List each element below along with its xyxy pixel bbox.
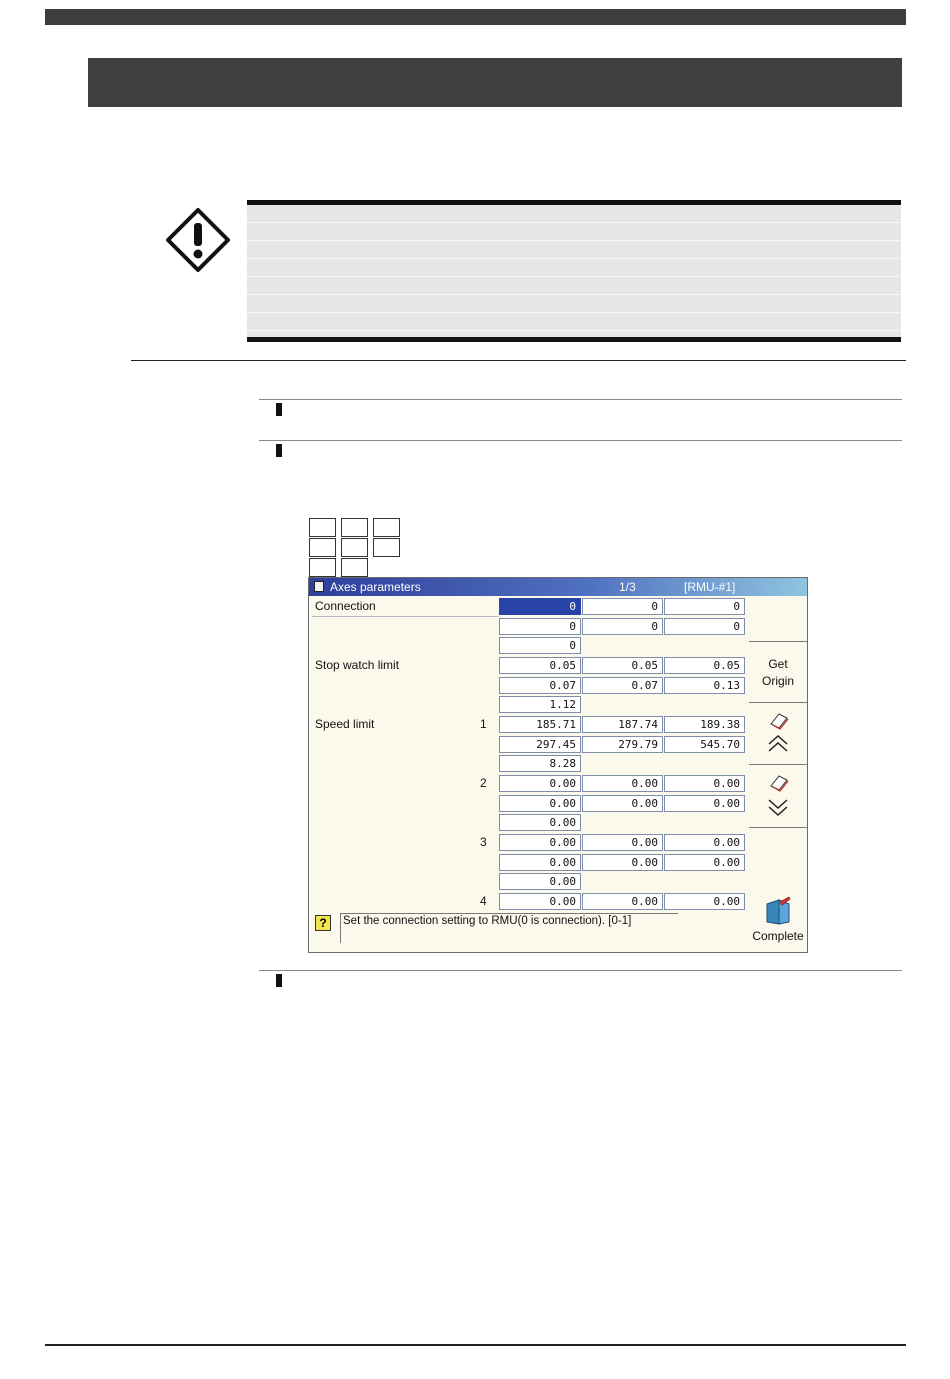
stop-watch-value-cell[interactable]: 0.05 — [582, 657, 663, 674]
section-separator — [131, 360, 906, 361]
value-cell[interactable]: 279.79 — [582, 736, 663, 753]
value-cell[interactable]: 8.28 — [499, 755, 581, 772]
warning-box — [247, 200, 901, 342]
axes-parameters-screen — [308, 577, 808, 953]
complete-button[interactable] — [749, 896, 807, 943]
value-cell[interactable]: 0.00 — [499, 854, 581, 871]
page-indicator: 1/3 — [619, 580, 636, 594]
complete-label: Complete — [752, 929, 804, 943]
side-separator — [749, 702, 807, 703]
title-bar — [309, 578, 807, 596]
connection-value-cell[interactable]: 0 — [582, 598, 663, 615]
page-bottom-line — [45, 1344, 906, 1346]
value-cell[interactable]: 0.00 — [582, 854, 663, 871]
value-cell[interactable]: 0.00 — [664, 854, 745, 871]
key-box — [341, 558, 368, 577]
value-cell[interactable]: 0.07 — [499, 677, 581, 694]
unit-indicator: [RMU-#1] — [684, 580, 736, 594]
connection-underline — [312, 616, 499, 617]
group-number-1: 1 — [480, 717, 487, 731]
complete-icon — [749, 896, 807, 926]
value-cell[interactable]: 0.00 — [499, 775, 581, 792]
key-box — [309, 558, 336, 577]
value-cell[interactable]: 0.00 — [582, 775, 663, 792]
speed-limit-label: Speed limit — [315, 717, 375, 731]
value-cell[interactable]: 1.12 — [499, 696, 581, 713]
window-title: Axes parameters — [330, 580, 421, 594]
step-separator-3 — [259, 970, 902, 971]
value-cell[interactable]: 0 — [499, 637, 581, 654]
value-cell[interactable]: 0.13 — [664, 677, 745, 694]
value-cell[interactable]: 0 — [664, 618, 745, 635]
get-origin-label: Origin — [761, 674, 794, 688]
value-cell[interactable]: 0.07 — [582, 677, 663, 694]
page-up-icon — [749, 708, 807, 760]
page-top-bar — [45, 9, 906, 25]
group-number-3: 3 — [480, 835, 487, 849]
value-cell[interactable]: 0.00 — [499, 834, 581, 851]
step-separator-1 — [259, 399, 902, 400]
value-cell[interactable]: 0.00 — [664, 834, 745, 851]
section-heading-band — [88, 58, 902, 107]
value-cell[interactable]: 0 — [582, 618, 663, 635]
connection-label: Connection — [315, 599, 376, 613]
page-up-button[interactable] — [749, 708, 807, 760]
key-box — [373, 538, 400, 557]
value-cell[interactable]: 0.00 — [582, 893, 663, 910]
stop-watch-limit-label: Stop watch limit — [315, 658, 400, 672]
value-cell[interactable]: 0.00 — [582, 834, 663, 851]
key-box — [373, 518, 400, 537]
value-cell[interactable]: 0.00 — [664, 775, 745, 792]
group-number-2: 2 — [480, 776, 487, 790]
speed-limit-value-cell[interactable]: 187.74 — [582, 716, 663, 733]
key-box — [309, 538, 336, 557]
value-cell[interactable]: 0.00 — [499, 814, 581, 831]
value-cell[interactable]: 0.00 — [664, 893, 745, 910]
value-cell[interactable]: 545.70 — [664, 736, 745, 753]
key-box — [309, 518, 336, 537]
value-cell[interactable]: 0.00 — [499, 795, 581, 812]
step-marker-3 — [276, 974, 282, 987]
help-icon: ? — [315, 915, 331, 931]
value-cell[interactable]: 0.00 — [664, 795, 745, 812]
get-origin-button[interactable] — [749, 656, 807, 690]
value-cell[interactable]: 0 — [499, 618, 581, 635]
value-cell[interactable]: 0.00 — [582, 795, 663, 812]
step-marker-1 — [276, 403, 282, 416]
value-cell[interactable]: 0.00 — [499, 873, 581, 890]
side-separator — [749, 641, 807, 642]
step-separator-2 — [259, 440, 902, 441]
page-down-button[interactable] — [749, 770, 807, 822]
value-cell[interactable]: 0.00 — [499, 893, 581, 910]
stop-watch-value-cell[interactable]: 0.05 — [499, 657, 581, 674]
speed-limit-value-cell[interactable]: 189.38 — [664, 716, 745, 733]
warning-icon — [165, 207, 231, 273]
hint-text: Set the connection setting to RMU(0 is connection). [0-1] — [340, 913, 678, 943]
side-separator — [749, 764, 807, 765]
speed-limit-value-cell[interactable]: 185.71 — [499, 716, 581, 733]
key-box — [341, 518, 368, 537]
step-marker-2 — [276, 444, 282, 457]
group-number-4: 4 — [480, 894, 487, 908]
side-separator — [749, 827, 807, 828]
stop-watch-value-cell[interactable]: 0.05 — [664, 657, 745, 674]
key-box — [341, 538, 368, 557]
page-down-icon — [749, 770, 807, 822]
value-cell[interactable]: 297.45 — [499, 736, 581, 753]
connection-value-cell[interactable]: 0 — [664, 598, 745, 615]
get-origin-label: Get — [768, 657, 788, 671]
window-icon — [314, 581, 324, 592]
connection-value-cell[interactable]: 0 — [499, 598, 581, 615]
